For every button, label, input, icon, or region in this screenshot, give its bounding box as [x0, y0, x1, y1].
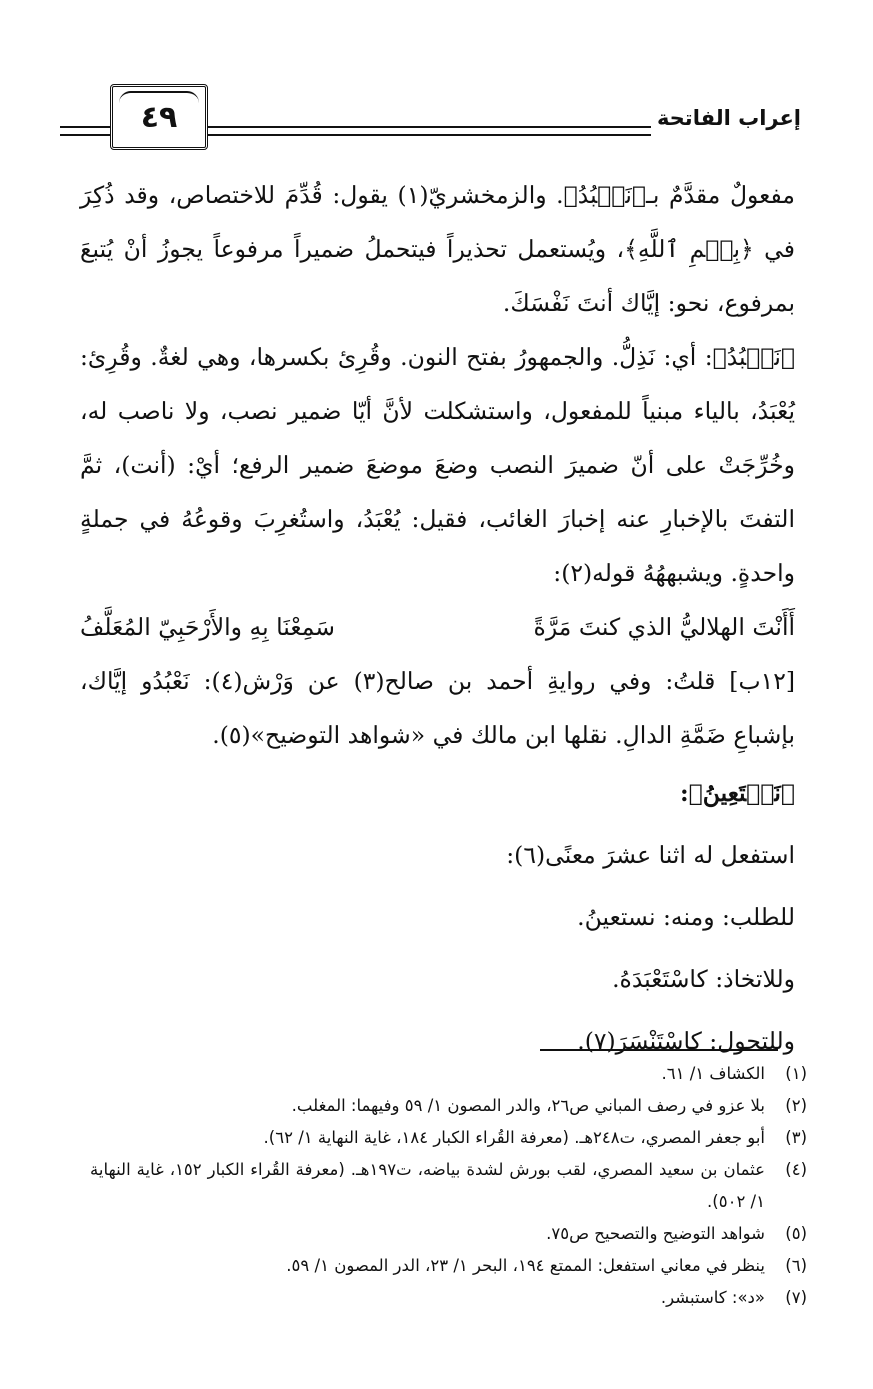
open-book-icon	[119, 91, 199, 103]
paragraph-3: [١٢ب] قلتُ: وفي روايةِ أحمد بن صالح(٣) عن وَرْش(٤): نَعْبُدُو إيَّاك، بإشباعِ ضَمَّةِ الدالِ. نقلها ابن مالك في «شواهد التوضيح»(٥).	[80, 667, 795, 749]
footnote-separator	[540, 1049, 778, 1051]
page-header	[60, 70, 801, 140]
list-item-ittikhadh: وللاتخاذ: كاسْتَعْبَدَهُ.	[612, 965, 795, 993]
running-title: إعراب الفاتحة	[656, 106, 801, 130]
footnote: (١) الكشاف ١/ ٦١.	[661, 1064, 807, 1083]
footnote: (٥) شواهد التوضيح والتصحيح ص٧٥.	[546, 1224, 807, 1243]
footnote: (٢) بلا عزو في رصف المباني ص٢٦، والدر المصون ١/ ٥٩ وفيهما: المغلب.	[291, 1096, 807, 1115]
paragraph-2: ﴿نَعۡبُدُ﴾: أي: نَذِلُّ. والجمهورُ بفتح النون. وقُرِئ بكسرها، وهي لغةٌ. وقُرِئ: يُعْبَدُ، بالياء مبنياً للمفعول، واستشكلت لأنَّ أيّا ضمير نصب، ولا ناصب له، وخُرِّجَتْ على أنّ ضميرَ النصب وضعَ موضعَ ضمير الرفع؛ أيْ: (أنت)، ثمَّ التفتَ بالإخبارِ عنه إخبارَ الغائب، فقيل: يُعْبَدُ، واستُغرِبَ وقوعُهُ في جملةٍ واحدةٍ. ويشبههُهُ قوله(٢):	[80, 343, 795, 587]
paragraph-1: مفعولٌ مقدَّمٌ بـ﴿نَعۡبُدُ﴾. والزمخشريّ(١) يقول: قُدِّمَ للاختصاص، وقد ذُكِرَ في ﴿بِسۡمِ ٱللَّهِ﴾، ويُستعمل تحذيراً فيتحملُ ضميراً مرفوعاً يجوزُ أنْ يُتبعَ بمرفوع، نحو: إيَّاك أنتَ نَفْسَكَ.	[80, 181, 795, 317]
footnote: (٤) عثمان بن سعيد المصري، لقب بورش لشدة بياضه، ت١٩٧هـ. (معرفة القُراء الكبار ١٥٢، غاية النهاية ١/ ٥٠٢).	[90, 1160, 807, 1211]
list-item-tahawwul: وللتحول: كاسْتَنْسَرَ(٧).	[577, 1027, 795, 1055]
footnote: (٧) «د»: كاستبشر.	[660, 1288, 807, 1307]
list-item-intro: استفعل له اثنا عشرَ معنًى(٦):	[506, 841, 795, 869]
verse-second-hemistich: سَمِعْنَا بِهِ والأَرْحَبِيّ المُعَلَّفُ	[80, 613, 335, 641]
section-heading: ﴿نَسۡتَعِينُ﴾:	[679, 779, 795, 807]
page-number: ٤٩	[140, 99, 178, 135]
footnote: (٣) أبو جعفر المصري، ت٢٤٨هـ. (معرفة القُراء الكبار ١٨٤، غاية النهاية ١/ ٦٢).	[263, 1128, 807, 1147]
footnote: (٦) ينظر في معاني استفعل: الممتع ١٩٤، البحر ١/ ٢٣، الدر المصون ١/ ٥٩.	[286, 1256, 807, 1275]
main-text	[80, 168, 795, 1072]
page-number-badge	[110, 84, 208, 150]
poetry-verse	[80, 600, 795, 654]
footnotes	[90, 1058, 807, 1314]
verse-first-hemistich: أَأَنْتَ الهلاليُّ الذي كنتَ مَرَّةً	[533, 613, 795, 641]
list-item-talab: للطلب: ومنه: نستعينُ.	[577, 903, 795, 931]
